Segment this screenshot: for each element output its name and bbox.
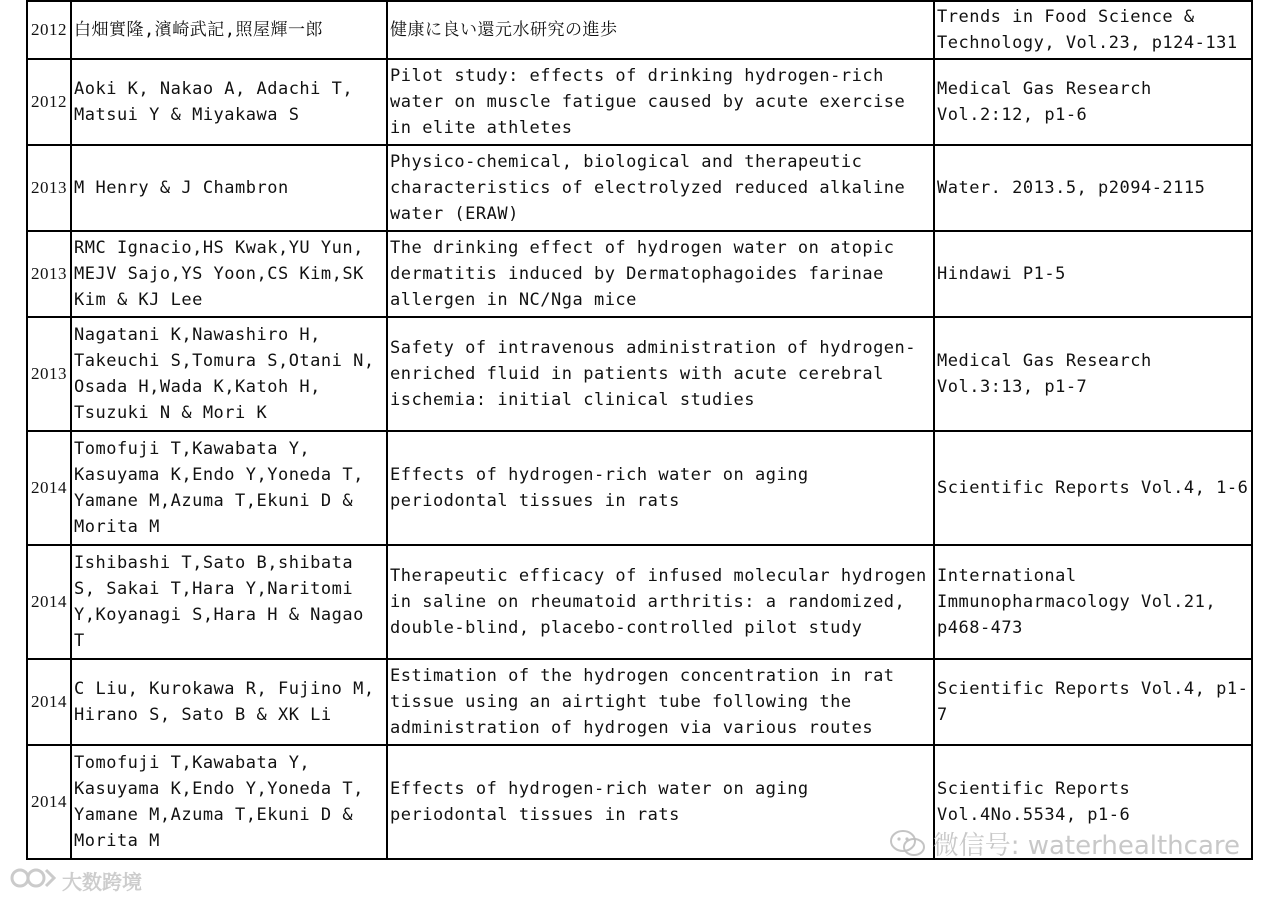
year-cell: 2013 (27, 145, 71, 231)
title-cell: Safety of intravenous administration of hydrogen-enriched fluid in patients with acute cerebral ischemia: initial clinical studies (387, 317, 934, 431)
title-cell: Therapeutic efficacy of infused molecular hydrogen in saline on rheumatoid arthritis: a randomized, double-blind, placebo-controlled pilot study (387, 545, 934, 659)
title-cell: Physico-chemical, biological and therapeutic characteristics of electrolyzed reduced alkaline water (ERAW) (387, 145, 934, 231)
authors-cell: C Liu, Kurokawa R, Fujino M, Hirano S, Sato B & XK Li (71, 659, 387, 745)
source-cell: Water. 2013.5, p2094-2115 (934, 145, 1252, 231)
brand-logo-text: 大数跨境 (62, 870, 142, 894)
year-cell: 2012 (27, 59, 71, 145)
wechat-watermark (889, 825, 1240, 862)
year-cell: 2014 (27, 545, 71, 659)
watermark-text: 微信号: waterhealthcare (932, 831, 1240, 861)
year-cell: 2013 (27, 231, 71, 317)
table-row (27, 545, 1252, 659)
title-cell: Effects of hydrogen-rich water on aging periodontal tissues in rats (387, 431, 934, 545)
authors-cell: Nagatani K,Nawashiro H, Takeuchi S,Tomura S,Otani N, Osada H,Wada K,Katoh H, Tsuzuki N & Mori K (71, 317, 387, 431)
year-cell: 2013 (27, 317, 71, 431)
title-cell: Pilot study: effects of drinking hydrogen-rich water on muscle fatigue caused by acute exercise in elite athletes (387, 59, 934, 145)
references-table (26, 0, 1253, 860)
source-cell: Scientific Reports Vol.4No.5534, p1-6 (934, 745, 1252, 859)
source-cell: Scientific Reports Vol.4, p1-7 (934, 659, 1252, 745)
table-row (27, 659, 1252, 745)
source-cell: Scientific Reports Vol.4, 1-6 (934, 431, 1252, 545)
authors-cell: Tomofuji T,Kawabata Y, Kasuyama K,Endo Y,Yoneda T, Yamane M,Azuma T,Ekuni D & Morita M (71, 745, 387, 859)
table-row (27, 317, 1252, 431)
title-cell: Estimation of the hydrogen concentration in rat tissue using an airtight tube following the administration of hydrogen via various routes (387, 659, 934, 745)
brand-logo (10, 865, 142, 896)
source-cell: Medical Gas Research Vol.2:12, p1-6 (934, 59, 1252, 145)
year-cell: 2014 (27, 745, 71, 859)
authors-cell: Aoki K, Nakao A, Adachi T, Matsui Y & Miyakawa S (71, 59, 387, 145)
authors-cell: RMC Ignacio,HS Kwak,YU Yun, MEJV Sajo,YS Yoon,CS Kim,SK Kim & KJ Lee (71, 231, 387, 317)
authors-cell: M Henry & J Chambron (71, 145, 387, 231)
brand-logo-icon (10, 865, 58, 896)
source-cell: Hindawi P1-5 (934, 231, 1252, 317)
table-row (27, 145, 1252, 231)
wechat-icon (889, 829, 927, 859)
year-cell: 2012 (27, 1, 71, 59)
year-cell: 2014 (27, 659, 71, 745)
authors-cell: Ishibashi T,Sato B,shibata S, Sakai T,Hara Y,Naritomi Y,Koyanagi S,Hara H & Nagao T (71, 545, 387, 659)
title-cell: Effects of hydrogen-rich water on aging periodontal tissues in rats (387, 745, 934, 859)
table-row (27, 431, 1252, 545)
table-row (27, 1, 1252, 59)
title-cell: The drinking effect of hydrogen water on atopic dermatitis induced by Dermatophagoides farinae allergen in NC/Nga mice (387, 231, 934, 317)
source-cell: International Immunopharmacology Vol.21, p468-473 (934, 545, 1252, 659)
source-cell: Trends in Food Science & Technology, Vol.23, p124-131 (934, 1, 1252, 59)
source-cell: Medical Gas Research Vol.3:13, p1-7 (934, 317, 1252, 431)
authors-cell: Tomofuji T,Kawabata Y, Kasuyama K,Endo Y,Yoneda T, Yamane M,Azuma T,Ekuni D & Morita M (71, 431, 387, 545)
year-cell: 2014 (27, 431, 71, 545)
authors-cell: 白畑實隆,濱崎武記,照屋輝一郎 (71, 1, 387, 59)
table-row (27, 231, 1252, 317)
title-cell: 健康に良い還元水研究の進歩 (387, 1, 934, 59)
table-row (27, 59, 1252, 145)
